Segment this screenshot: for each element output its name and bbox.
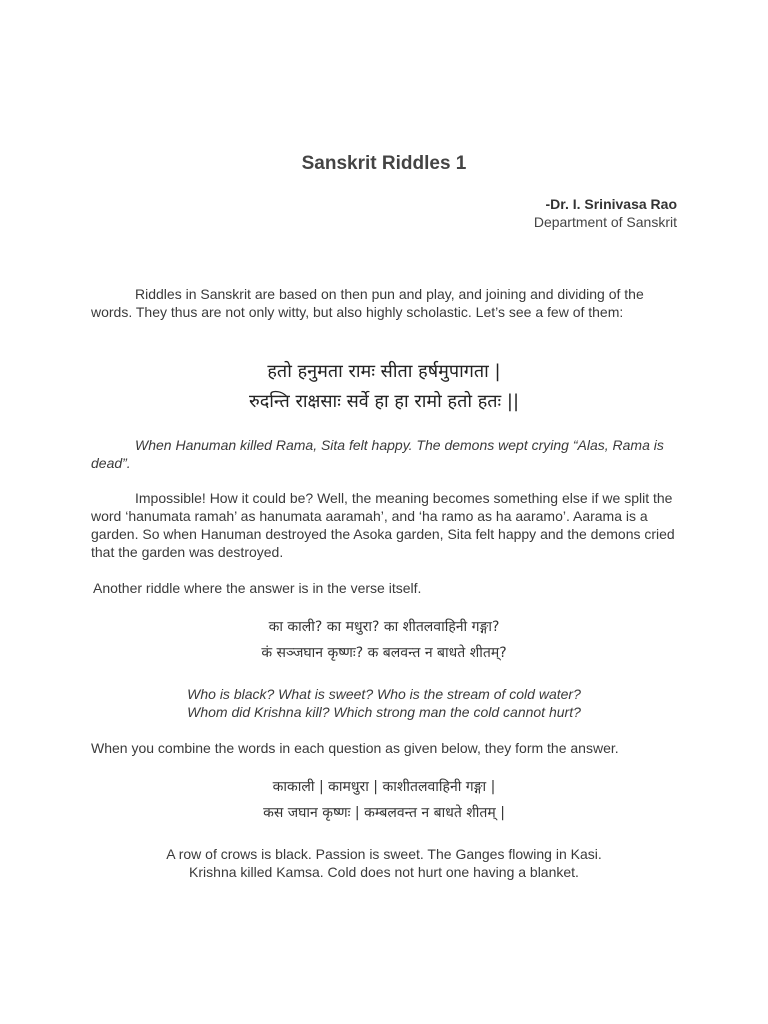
translation-two-line-1: Who is black? What is sweet? Who is the stream of cold water? [187,686,581,702]
answer-line-2: Krishna killed Kamsa. Cold does not hurt one having a blanket. [189,864,579,880]
intro-paragraph: Riddles in Sanskrit are based on then pun and play, and joining and dividing of the words. They thus are not only witty, but also highly scholastic. Let’s see a few of them: [91,286,644,320]
answer-block [0,845,768,881]
page-title: Sanskrit Riddles 1 [301,153,467,174]
verse-two-line-1: का काली? का मधुरा? का शीतलवाहिनी गङ्गा? [268,619,500,635]
combine-paragraph: When you combine the words in each question as given below, they form the answer. [91,740,619,756]
translation-one: When Hanuman killed Rama, Sita felt happy. The demons wept crying “Alas, Rama is dead”. [91,437,664,471]
verse-two-line-2: कं सञ्जघान कृष्णः? क बलवन्त न बाधते शीतम्? [261,645,507,661]
answer-line-1: A row of crows is black. Passion is sweet. The Ganges flowing in Kasi. [166,846,602,862]
explanation-paragraph: Impossible! How it could be? Well, the meaning becomes something else if we split the word ‘hanumata ramah’ as hanumata aaramah’, and ‘ha ramo as ha aaramo’. Aarama is a garden. So when Hanuman destroyed the Asoka garden, Sita felt happy and the demons cried that the garden was destroyed. [91,490,675,560]
verse-one-line-2: रुदन्ति राक्षसाः सर्वे हा हा रामो हतो हतः || [248,391,520,412]
verse-three [0,774,768,826]
another-riddle-text: Another riddle where the answer is in the verse itself. [93,580,422,596]
verse-three-line-1: काकाली | कामधुरा | काशीतलवाहिनी गङ्गा | [272,779,496,795]
verse-one [0,357,768,417]
author-department: Department of Sanskrit [533,214,677,230]
verse-three-line-2: कस जघान कृष्णः | कम्बलवन्त न बाधते शीतम् | [263,805,505,821]
verse-two [0,614,768,666]
author-name: -Dr. I. Srinivasa Rao [545,196,677,212]
translation-two-line-2: Whom did Krishna kill? Which strong man the cold cannot hurt? [187,704,581,720]
verse-one-line-1: हतो हनुमता रामः सीता हर्षमुपागता | [267,361,501,382]
translation-two [0,685,768,721]
author-block [534,195,677,231]
